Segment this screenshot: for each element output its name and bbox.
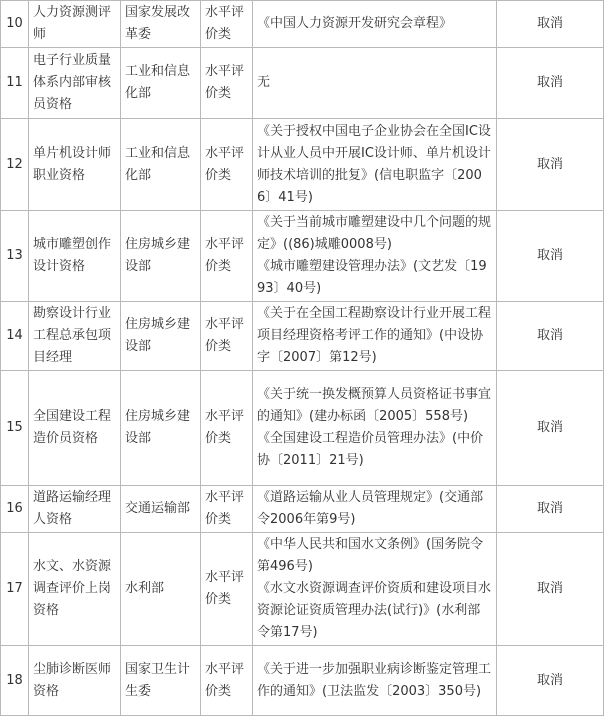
row-number: 10 bbox=[1, 1, 29, 48]
action-status: 取消 bbox=[497, 533, 604, 646]
department: 水利部 bbox=[121, 533, 201, 646]
action-status: 取消 bbox=[497, 48, 604, 119]
qualification-type: 水平评价类 bbox=[201, 533, 253, 646]
action-status: 取消 bbox=[497, 486, 604, 533]
row-number: 17 bbox=[1, 533, 29, 646]
department: 住房城乡建设部 bbox=[121, 211, 201, 302]
qualification-name: 城市雕塑创作设计资格 bbox=[29, 211, 121, 302]
basis-cell bbox=[253, 48, 497, 119]
qualification-name: 全国建设工程造价员资格 bbox=[29, 371, 121, 486]
department: 工业和信息化部 bbox=[121, 119, 201, 211]
table-row bbox=[1, 1, 604, 48]
department: 住房城乡建设部 bbox=[121, 302, 201, 371]
basis-cell bbox=[253, 211, 497, 302]
qualification-type: 水平评价类 bbox=[201, 211, 253, 302]
basis-cell bbox=[253, 486, 497, 533]
qualification-name: 水文、水资源调查评价上岗资格 bbox=[29, 533, 121, 646]
table-row bbox=[1, 646, 604, 716]
basis-text: 《道路运输从业人员管理规定》(交通部令2006年第9号) bbox=[257, 490, 484, 527]
qualification-type: 水平评价类 bbox=[201, 646, 253, 716]
basis-cell bbox=[253, 646, 497, 716]
basis-cell bbox=[253, 1, 497, 48]
basis-cell bbox=[253, 119, 497, 211]
qualification-name: 单片机设计师职业资格 bbox=[29, 119, 121, 211]
basis-text: 《关于当前城市雕塑建设中几个问题的规定》((86)城雕0008号) bbox=[257, 215, 492, 252]
row-number: 13 bbox=[1, 211, 29, 302]
row-number: 15 bbox=[1, 371, 29, 486]
table-row bbox=[1, 486, 604, 533]
qualification-type: 水平评价类 bbox=[201, 302, 253, 371]
basis-text: 《关于统一换发概预算人员资格证书事宜的通知》(建办标函〔2005〕558号) bbox=[257, 387, 492, 424]
basis-text: 《中华人民共和国水文条例》(国务院令第496号) bbox=[257, 537, 484, 574]
action-status: 取消 bbox=[497, 302, 604, 371]
department: 交通运输部 bbox=[121, 486, 201, 533]
row-number: 11 bbox=[1, 48, 29, 119]
qualification-name: 尘肺诊断医师资格 bbox=[29, 646, 121, 716]
table-body bbox=[1, 1, 604, 716]
basis-cell bbox=[253, 533, 497, 646]
basis-text: 《关于进一步加强职业病诊断鉴定管理工作的通知》(卫法监发〔2003〕350号) bbox=[257, 661, 492, 699]
qualification-type: 水平评价类 bbox=[201, 1, 253, 48]
department: 住房城乡建设部 bbox=[121, 371, 201, 486]
qualification-name: 勘察设计行业工程总承包项目经理 bbox=[29, 302, 121, 371]
row-number: 12 bbox=[1, 119, 29, 211]
qualification-name: 人力资源测评师 bbox=[29, 1, 121, 48]
qualification-name: 道路运输经理人资格 bbox=[29, 486, 121, 533]
department: 工业和信息化部 bbox=[121, 48, 201, 119]
action-status: 取消 bbox=[497, 646, 604, 716]
qualification-name: 电子行业质量体系内部审核员资格 bbox=[29, 48, 121, 119]
basis-text: 《水文水资源调查评价资质和建设项目水资源论证资质管理办法(试行)》(水利部令第17号) bbox=[257, 581, 492, 640]
action-status: 取消 bbox=[497, 211, 604, 302]
basis-text: 无 bbox=[257, 75, 271, 90]
basis-text: 《城市雕塑建设管理办法》(文艺发〔1993〕40号) bbox=[257, 259, 487, 296]
action-status: 取消 bbox=[497, 371, 604, 486]
basis-cell bbox=[253, 371, 497, 486]
table-row bbox=[1, 119, 604, 211]
table-row bbox=[1, 211, 604, 302]
basis-text: 《关于在全国工程勘察设计行业开展工程项目经理资格考评工作的通知》(中设协字〔2007〕第12号) bbox=[257, 306, 492, 365]
row-number: 16 bbox=[1, 486, 29, 533]
table-row bbox=[1, 302, 604, 371]
row-number: 18 bbox=[1, 646, 29, 716]
department: 国家卫生计生委 bbox=[121, 646, 201, 716]
table-row bbox=[1, 48, 604, 119]
basis-text: 《关于授权中国电子企业协会在全国IC设计从业人员中开展IC设计师、单片机设计师技术培训的批复》(信电职监字〔2006〕41号) bbox=[257, 123, 491, 205]
basis-text: 《全国建设工程造价员管理办法》(中价协〔2011〕21号) bbox=[257, 431, 484, 468]
qualification-type: 水平评价类 bbox=[201, 371, 253, 486]
action-status: 取消 bbox=[497, 1, 604, 48]
qualification-type: 水平评价类 bbox=[201, 119, 253, 211]
qualification-type: 水平评价类 bbox=[201, 486, 253, 533]
table-row bbox=[1, 533, 604, 646]
basis-cell bbox=[253, 302, 497, 371]
row-number: 14 bbox=[1, 302, 29, 371]
basis-text: 《中国人力资源开发研究会章程》 bbox=[257, 16, 453, 31]
department: 国家发展改革委 bbox=[121, 1, 201, 48]
qualification-type: 水平评价类 bbox=[201, 48, 253, 119]
table-row bbox=[1, 371, 604, 486]
action-status: 取消 bbox=[497, 119, 604, 211]
